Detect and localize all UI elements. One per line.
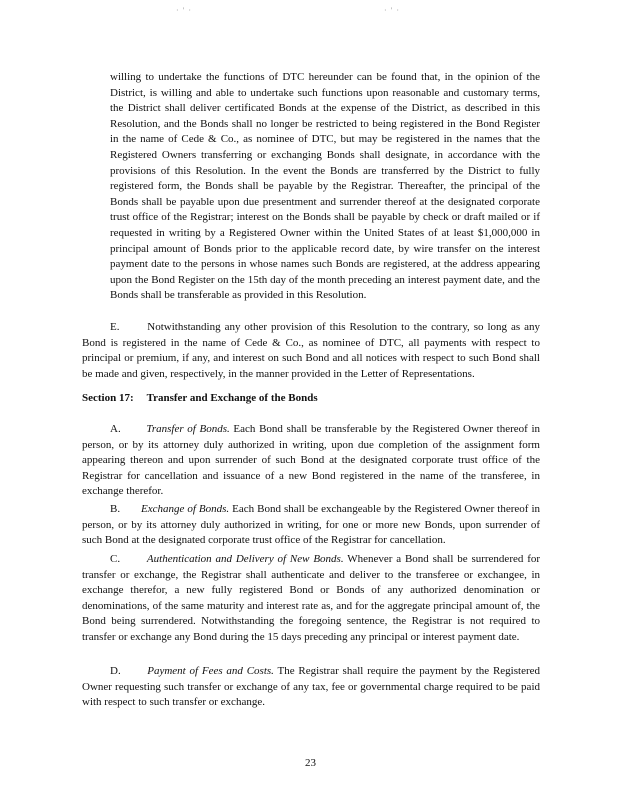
- paragraph-e: [82, 320, 540, 382]
- section-title: Transfer and Exchange of the Bonds: [146, 392, 318, 404]
- item-text: The Registrar shall require the payment by the Registered Owner requesting such transfer or exchange of any tax, fee or governmental charge required to be paid with respect to such transfer or exchange.: [82, 665, 541, 709]
- item-lead: Payment of Fees and Costs.: [147, 665, 274, 677]
- item-label: B.: [110, 503, 121, 515]
- item-d: [82, 664, 540, 711]
- paragraph-label: E.: [110, 321, 120, 333]
- item-label: A.: [110, 423, 121, 435]
- paragraph-text: willing to undertake the functions of DTC hereunder can be found that, in the opinion of the District, is willing and able to undertake such functions upon reasonable and customary terms, the District shall deliver certificated Bonds at the expense of the District, as described in this Resolution, and the Bonds shall no longer be restricted to being registered in the Bond Register in the name of Cede & Co., as nominee of DTC, but may be registered in the names that the Registered Owners transferring or exchanging Bonds shall designate, in accordance with the provisions of this Resolution. In the event the Bonds are transferred by the District to fully registered form, the Bonds shall be payable by the Registrar. Thereafter, the principal of the Bonds shall be payable upon due presentment and surrender thereof at the designated corporate trust office of the Registrar; interest on the Bonds shall be payable by check or draft mailed or if requested in writing by a Registered Owner within the United States of at least $1,000,000 in principal amount of Bonds prior to the applicable record date, by wire transfer on the interest payment date to the persons in whose names such Bonds are registered, at the address appearing upon the Bond Register on the 15th day of the month preceding an interest payment date, and the Bonds shall be transferable as provided in this Resolution.: [110, 71, 540, 302]
- item-text: Whenever a Bond shall be surrendered for transfer or exchange, the Registrar shall authenticate and deliver to the transferee or exchangee, in exchange therefor, a new fully registered Bond or Bonds of any authorized denomination or denominations, of the same maturity and interest rate as, and for the aggregate principal amount of, the Bond being surrendered. Notwithstanding the foregoing sentence, the Registrar is not required to transfer or exchange any Bond during the 15 days preceding any principal or interest payment date.: [82, 553, 541, 643]
- item-label: D.: [110, 665, 121, 677]
- item-lead: Authentication and Delivery of New Bonds.: [146, 553, 344, 565]
- item-text: Each Bond shall be exchangeable by the Registered Owner thereof in person, or by its attorney duly authorized in writing, for one or more new Bonds, upon surrender of such Bond at the designated corporate trust office of the Registrar for cancellation.: [82, 503, 540, 547]
- scan-mark: · ′ ·: [176, 6, 193, 15]
- page-number: 23: [305, 757, 316, 769]
- item-b: [82, 502, 540, 549]
- section-number: Section 17:: [82, 392, 134, 404]
- scan-mark: · ′ ·: [384, 6, 401, 15]
- paragraph-text: Notwithstanding any other provision of this Resolution to the contrary, so long as any Bond is registered in the name of Cede & Co., as nominee of DTC, all payments with respect to principal or premium, if any, and interest on such Bond and all notices with respect to such Bond shall be made and given, respectively, in the manner provided in the Letter of Representations.: [82, 321, 541, 380]
- item-lead: Exchange of Bonds.: [141, 503, 230, 515]
- item-text: Each Bond shall be transferable by the Registered Owner thereof in person, or by its attorney duly authorized in writing, upon due completion of the assignment form appearing thereon and upon surrender of such Bond at the designated corporate trust office of the Registrar for cancellation and issuance of a new Bond registered in the name of the transferee, in exchange therefor.: [82, 423, 541, 498]
- item-c: [82, 552, 540, 646]
- item-a: [82, 422, 540, 500]
- item-lead: Transfer of Bonds.: [146, 423, 230, 435]
- item-label: C.: [110, 553, 121, 565]
- section-heading: [82, 392, 318, 404]
- paragraph-dtc-continuation: [110, 70, 540, 304]
